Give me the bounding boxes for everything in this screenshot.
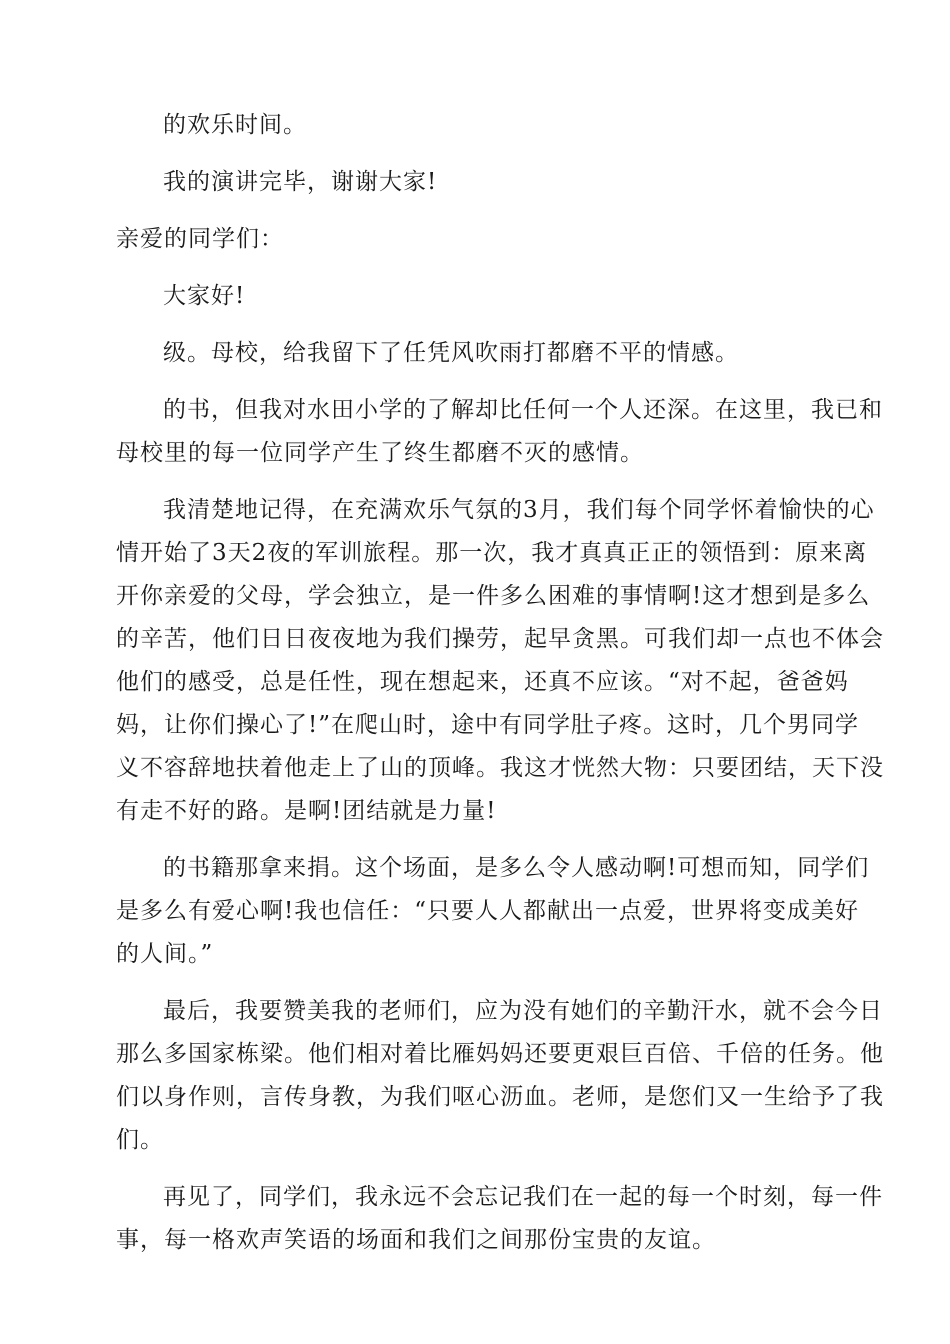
text-line: 那么多国家栋梁。他们相对着比雁妈妈还要更艰巨百倍、千倍的任务。他 bbox=[116, 1041, 884, 1067]
paragraph bbox=[116, 1176, 883, 1262]
text-line: 亲爱的同学们： bbox=[116, 226, 284, 252]
text-line: 的人间。” bbox=[116, 941, 214, 967]
text-line: 的欢乐时间。 bbox=[163, 112, 307, 138]
text-line: 们以身作则，言传身教，为我们呕心沥血。老师，是您们又一生给予了我 bbox=[116, 1084, 884, 1110]
text-line: 级。母校，给我留下了任凭风吹雨打都磨不平的情感。 bbox=[163, 340, 739, 366]
text-line: 妈，让你们操心了!”在爬山时，途中有同学肚子疼。这时，几个男同学 bbox=[116, 712, 860, 738]
text-line: 是多么有爱心啊!我也信任：“只要人人都献出一点爱，世界将变成美好 bbox=[116, 898, 860, 924]
text-line: 义不容辞地扶着他走上了山的顶峰。我这才恍然大物：只要团结，天下没 bbox=[116, 755, 884, 781]
text-line: 情开始了3天2夜的军训旅程。那一次，我才真真正正的领悟到：原来离 bbox=[116, 540, 868, 566]
text-line: 再见了，同学们，我永远不会忘记我们在一起的每一个时刻，每一件 bbox=[163, 1184, 883, 1210]
text-line: 事，每一格欢声笑语的场面和我们之间那份宝贵的友谊。 bbox=[116, 1227, 716, 1253]
paragraph bbox=[116, 218, 836, 261]
text-line: 的辛苦，他们日日夜夜地为我们操劳，起早贪黑。可我们却一点也不体会 bbox=[116, 626, 884, 652]
text-line: 我清楚地记得，在充满欢乐气氛的3月，我们每个同学怀着愉快的心 bbox=[163, 497, 875, 523]
text-line: 他们的感受，总是任性，现在想起来，还真不应该。“对不起，爸爸妈 bbox=[116, 669, 849, 695]
text-line: 的书，但我对水田小学的了解却比任何一个人还深。在这里，我已和 bbox=[163, 397, 883, 423]
paragraph bbox=[116, 332, 836, 375]
paragraph bbox=[116, 161, 836, 204]
text-line: 开你亲爱的父母，学会独立，是一件多么困难的事情啊!这才想到是多么 bbox=[116, 583, 871, 609]
text-line: 最后，我要赞美我的老师们，应为没有她们的辛勤汗水，就不会今日 bbox=[163, 998, 883, 1024]
paragraph bbox=[116, 489, 884, 833]
text-line: 有走不好的路。是啊!团结就是力量! bbox=[116, 798, 497, 824]
text-line: 母校里的每一位同学产生了终生都磨不灭的感情。 bbox=[116, 440, 644, 466]
paragraph bbox=[116, 389, 883, 475]
paragraph bbox=[116, 275, 836, 318]
paragraph bbox=[116, 847, 870, 976]
paragraph bbox=[116, 990, 884, 1162]
paragraph bbox=[116, 104, 836, 147]
text-line: 的书籍那拿来捐。这个场面，是多么令人感动啊!可想而知，同学们 bbox=[163, 855, 870, 881]
document-page bbox=[116, 104, 884, 1276]
text-line: 我的演讲完毕，谢谢大家! bbox=[163, 169, 438, 195]
text-line: 们。 bbox=[116, 1127, 164, 1153]
text-line: 大家好! bbox=[163, 283, 246, 309]
